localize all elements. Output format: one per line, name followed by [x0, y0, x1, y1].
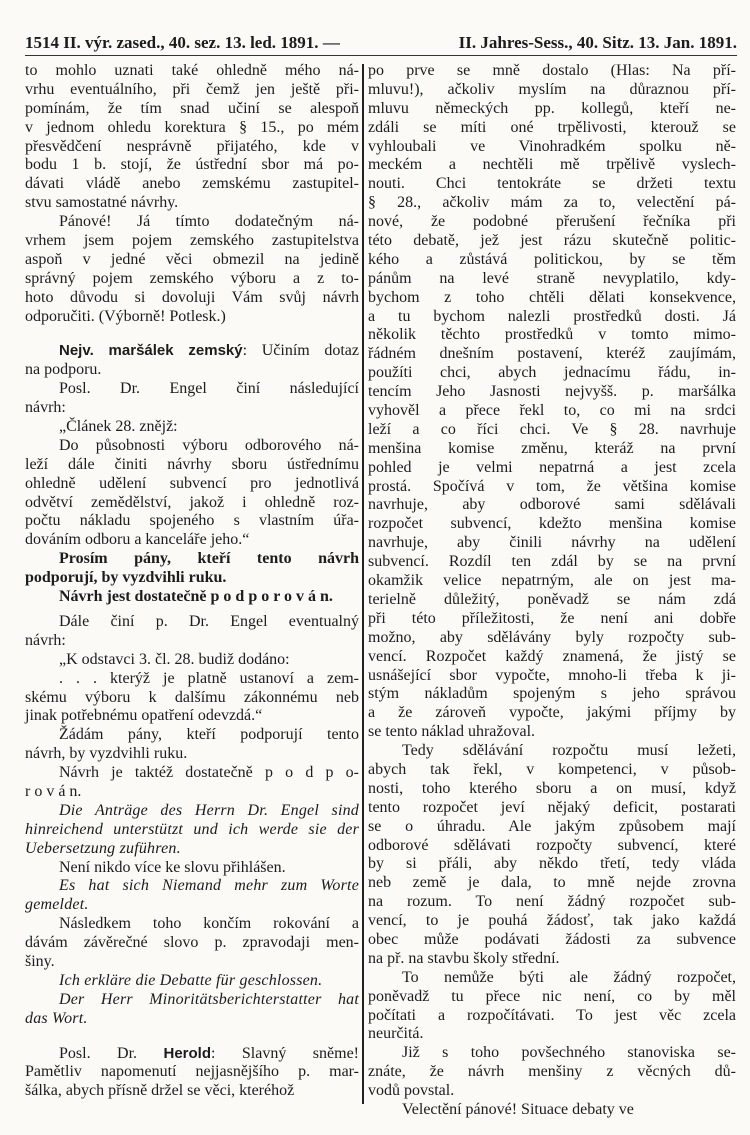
text-line: a tu bychom nalezli prostředků dosti. Já: [368, 307, 736, 325]
text-line: Der Herr Minoritätsberichterstatter hat: [59, 990, 359, 1008]
text-line: Žádám pány, kteří podporují tento: [59, 726, 359, 744]
header-czech: [25, 33, 340, 53]
text-line: Návrh je taktéž dostatečně p o d p o-: [59, 764, 359, 782]
paragraph: [25, 651, 359, 670]
text-line: Již s toho povšechného stanoviska se-: [402, 1044, 736, 1062]
text-line: subvencí. Rozdíl ten zdál by se na první: [368, 553, 736, 571]
paragraph: [368, 62, 736, 742]
paragraph: [25, 991, 359, 1029]
text-line: při této příležitosti, že není ani dobře: [368, 609, 736, 627]
text-line: nové, že podobné přerušení řečníka při: [368, 213, 736, 231]
text-line: odborové sdělávati rozpočty subvencí, které: [368, 836, 736, 854]
text-line: Ich erkläre die Debatte für geschlossen.: [59, 971, 323, 989]
text-line: jinak potřebnému opatření odevzdá.“: [25, 707, 263, 725]
paragraph: [368, 969, 736, 1045]
text-line: dávám závěrečné slovo p. zpravodaji men-: [25, 934, 359, 952]
text-line: pánům na levé straně nevyplatilo, kdy-: [368, 269, 736, 287]
paragraph: [25, 550, 359, 588]
paragraph: [25, 670, 359, 727]
text-line: obec může podávati žádosti za subvence: [368, 930, 736, 948]
text-line: r o v á n.: [25, 782, 82, 800]
speaker-text: : Učiním dotaz: [242, 342, 359, 360]
right-column: [368, 62, 736, 1120]
text-line: Pamětliv napomenutí nejjasnějšího p. mar-: [25, 1063, 359, 1081]
text-line: nosti, toho kterého sboru a on musí, když: [368, 779, 736, 797]
text-line: menšina komise změnu, kteráž na první: [368, 439, 736, 457]
text-line: das Wort.: [25, 1009, 88, 1027]
speaker-name: Herold: [163, 1044, 211, 1062]
text-line: vencí, to je pouhá žádosť, tak jako každá: [368, 912, 736, 930]
text-line: použíti chci, abych jednacímu řádu, in-: [368, 364, 736, 382]
text-line: meckém a nechtěli mě trpělivě vyslech-: [368, 156, 736, 174]
text-line: [25, 342, 359, 361]
text-line: prostá. Spočívá v tom, že většina komise: [368, 477, 736, 495]
speaker-text: : Slavný sněme!: [211, 1044, 359, 1062]
text-line: skému výboru k dalšímu zákonnému neb: [25, 688, 359, 706]
speaker-name: Nejv. maršálek zemský: [59, 342, 243, 360]
text-line: vrhu eventuálního, při čemž jen ještě při-: [25, 80, 359, 98]
text-line: na rozum. To není žádný rozpočet sub-: [368, 893, 736, 911]
text-line: dávati vládě anebo zemskému zastupitel-: [25, 175, 359, 193]
text-line: stým nákladům spojeným s jeho správou: [368, 685, 736, 703]
running-header: [25, 33, 737, 56]
text-line: Pánové! Já tímto dodatečným ná-: [59, 213, 359, 231]
text-line: šiny.: [25, 952, 55, 970]
text-line: v jednom ohledu korektura § 15., po mém: [25, 118, 359, 136]
text-line: Do působnosti výboru odborového ná-: [59, 436, 359, 454]
paragraph: [25, 437, 359, 550]
text-line: několik těchto prostředků v tomto mimo-: [368, 326, 736, 344]
text-line: rozpočet subvencí, kdežto menšina komise: [368, 515, 736, 533]
text-line: šálka, abych přísně držel se věci, kteréhož: [25, 1082, 295, 1100]
paragraph: [25, 380, 359, 418]
text-line: „K odstavci 3. čl. 28. budiž dodáno:: [59, 650, 290, 668]
paragraph: [25, 877, 359, 915]
text-line: kého a zůstává politickou, by se těm: [368, 250, 736, 268]
text-line: vencí. Rozpočet každý znamená, že jistý se: [368, 647, 736, 665]
text-line: abych tak řekl, v kompetenci, v působ-: [368, 760, 736, 778]
text-line: Velectění pánové! Situace debaty ve: [402, 1100, 634, 1118]
text-line: pohled je velmi nepatrná a jest zcela: [368, 458, 736, 476]
text-line: na podporu.: [25, 361, 102, 379]
paragraph: [368, 1044, 736, 1101]
text-line: navrhuje, aby odborové sami sdělávali: [368, 496, 736, 514]
text-line: po prve se mně dostalo (Hlas: Na pří-: [368, 62, 736, 79]
text-line: Uebersetzung zuführen.: [25, 839, 181, 857]
text-line: tencím Jeho Jasnosti nejvyšš. p. maršálka: [368, 383, 736, 401]
text-line: vodů povstal.: [368, 1082, 455, 1100]
text-line: Posl. Dr. Engel činí následující: [59, 380, 359, 398]
paragraph: [25, 62, 359, 213]
text-line: gemeldet.: [25, 896, 89, 914]
text-line: stvu samostatné návrhy.: [25, 194, 179, 212]
text-line: vyhověl a přece řekl to, co mi na srdci: [368, 402, 736, 420]
text-line: hoto důvodu si dovoluji Vám svůj návrh: [25, 288, 359, 306]
text-line: poněvadž tu přece nic není, co by měl: [368, 987, 736, 1005]
header-separator: —: [322, 33, 340, 52]
text-line: návrh:: [25, 631, 66, 649]
paragraph: [25, 972, 359, 991]
text-line: odporučiti. (Výborně! Potlesk.): [25, 307, 226, 325]
text-line: okamžik velice nepatrným, ale on jest ma-: [368, 572, 736, 590]
text-line: znáte, že návrh menšiny z věcných dů-: [368, 1063, 736, 1081]
text-line: zdáli se míti oné trpělivosti, kterouž se: [368, 118, 736, 136]
text-line: to mohlo uznati také ohledně mého ná-: [25, 62, 359, 79]
text-line: bychom z toho chtěli dělati konsekvence,: [368, 288, 736, 306]
text-line: návrh:: [25, 399, 66, 417]
paragraph: [25, 613, 359, 651]
speaker-prefix: Posl. Dr.: [59, 1044, 164, 1062]
text-line: mluvu německých pp. kollegů, kteří ne-: [368, 99, 736, 117]
paragraph: [368, 1101, 736, 1120]
text-line: navrhuje, aby činili návrhy na udělení: [368, 534, 736, 552]
text-line: Die Anträge des Herrn Dr. Engel sind: [59, 801, 359, 819]
paragraph: [368, 742, 736, 969]
text-line: a že zároveň vypočte, jakými příjmy by: [368, 704, 736, 722]
text-line: [25, 1045, 359, 1064]
text-line: tento rozpočet jeví nějaký deficit, postarati: [368, 798, 736, 816]
text-line: Dále činí p. Dr. Engel eventualný: [59, 612, 359, 630]
text-line: aspoň v jedné věci obmezil na jedině: [25, 250, 359, 268]
text-line: pomínám, že tím snad učiní se alespoň: [25, 99, 359, 117]
text-line: Návrh jest dostatečně p o d p o r o v á n.: [59, 588, 333, 606]
text-line: vyhloubali ve Vinohradkém spolku ně-: [368, 137, 736, 155]
paragraph: [25, 859, 359, 878]
text-line: Tedy sdělávání rozpočtu musí ležeti,: [402, 742, 736, 760]
text-line: návrh, by vyzdvihli ruku.: [25, 745, 188, 763]
text-line: Není nikdo více ke slovu přihlášen.: [59, 858, 286, 876]
text-line: terielně důležitý, poněvadž se nám zdá: [368, 590, 736, 608]
text-line: odvětví zemědělství, jakož i ohledně roz-: [25, 493, 359, 511]
text-line: počítati a rozpočítávati. To jest věc zcela: [368, 1006, 736, 1024]
text-line: To nemůže býti ale žádný rozpočet,: [402, 968, 736, 986]
text-line: správný pojem zemského výboru a z to-: [25, 269, 359, 287]
speaker-paragraph: [25, 1045, 359, 1102]
paragraph: [25, 588, 359, 607]
text-line: hinreichend unterstützt und ich werde sie der: [25, 820, 359, 838]
text-line: „Článek 28. znějž:: [59, 418, 178, 436]
text-line: bodu 1 b. stojí, že ústřední sbor má po-: [25, 156, 359, 174]
text-line: možno, aby sdělávány byly rozpočty sub-: [368, 628, 736, 646]
text-line: § 28., ačkoliv mám za to, velectění pá-: [368, 194, 736, 212]
text-line: usnášející sbor vypočte, mnoho-li třeba k ji-: [368, 666, 736, 684]
text-line: mluvu!), ačkoliv myslím na důraznou pří-: [368, 80, 736, 98]
text-line: přesvědčení nesprávně přijatého, kde v: [25, 137, 359, 155]
text-line: Es hat sich Niemand mehr zum Worte: [59, 877, 359, 895]
text-line: se o úhradu. Ale jakým způsobem mají: [368, 817, 736, 835]
text-line: . . . kterýž je platně ustanoví a zem-: [59, 669, 359, 687]
text-line: řádném dnešním postavení, kteréž zaujímám,: [368, 345, 736, 363]
paragraph: [25, 764, 359, 802]
text-line: by si přáli, aby někdo třetí, tedy vláda: [368, 855, 736, 873]
text-line: vrhem jsem pojem zemského zastupitelstva: [25, 232, 359, 250]
text-line: Prosím pány, kteří tento návrh: [59, 550, 359, 568]
paragraph: [25, 915, 359, 972]
paragraph: [25, 213, 359, 326]
text-line: podporují, by vyzdvihli ruku.: [25, 569, 227, 587]
header-german: II. Jahres-Sess., 40. Sitz. 13. Jan. 1891.: [458, 33, 737, 52]
text-line: leží dále činiti návrhy sboru ústřednímu: [25, 455, 359, 473]
text-line: počtu nákladu spojeného s vlastním úřa-: [25, 512, 359, 530]
text-line: na př. na stavbu školy střední.: [368, 949, 560, 967]
header-czech-text: 1514 II. výr. zased., 40. sez. 13. led. 1891.: [25, 33, 319, 52]
paragraph: [25, 418, 359, 437]
text-line: neb země je dala, to mně nejde zrovna: [368, 874, 736, 892]
text-line: dováním odboru a kanceláře jeho.“: [25, 531, 250, 549]
text-line: této debatě, jež jest rázu skutečně politic-: [368, 232, 736, 250]
text-line: se tento náklad uhražoval.: [368, 723, 536, 741]
speaker-paragraph: [25, 342, 359, 380]
left-column: [25, 62, 359, 1101]
text-line: ohledně udělení subvencí pro jednotlivá: [25, 474, 359, 492]
text-line: leží a co říci chci. Ve § 28. navrhuje: [368, 420, 736, 438]
paragraph: [25, 802, 359, 859]
paragraph: [25, 726, 359, 764]
text-line: nouti. Chci tentokráte se držeti textu: [368, 175, 736, 193]
text-line: neurčitá.: [368, 1025, 424, 1043]
column-divider: [362, 64, 364, 1104]
text-line: Následkem toho končím rokování a: [59, 915, 359, 933]
